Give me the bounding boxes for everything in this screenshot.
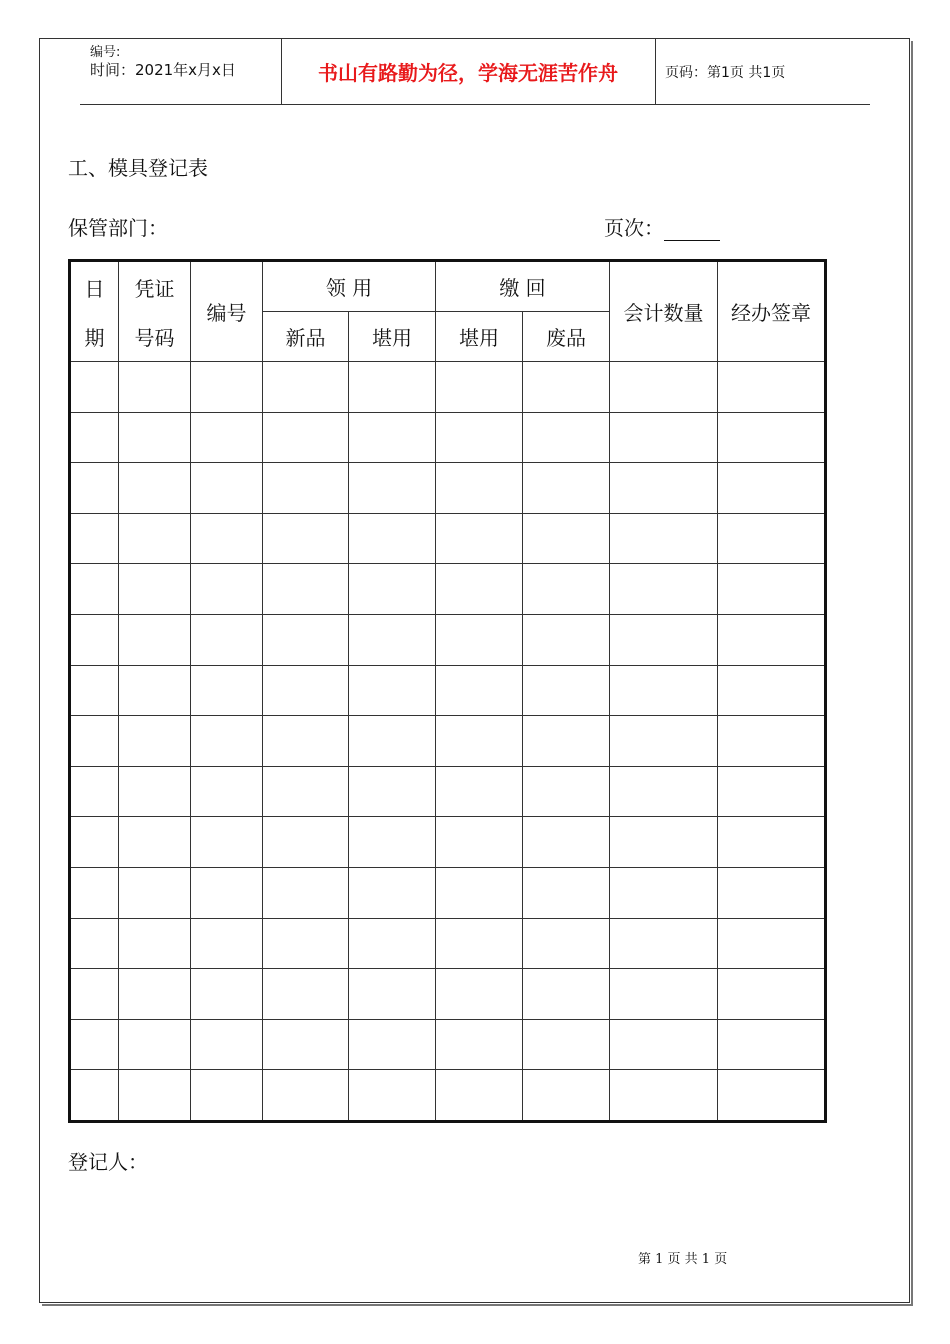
table-row (70, 513, 826, 564)
table-cell[interactable] (119, 918, 191, 969)
table-cell[interactable] (523, 969, 610, 1020)
table-cell[interactable] (436, 564, 523, 615)
table-cell[interactable] (610, 362, 718, 413)
table-cell[interactable] (349, 665, 436, 716)
table-cell[interactable] (523, 766, 610, 817)
table-cell[interactable] (191, 867, 263, 918)
header-page-info: 页码：第1页 共1页 (665, 64, 786, 81)
table-cell[interactable] (263, 362, 349, 413)
table-cell[interactable] (349, 513, 436, 564)
table-cell[interactable] (119, 766, 191, 817)
table-cell[interactable] (436, 716, 523, 767)
header-issue-usable: 堪用 (349, 312, 436, 362)
table-cell[interactable] (610, 716, 718, 767)
table-cell[interactable] (610, 969, 718, 1020)
table-cell[interactable] (523, 614, 610, 665)
header-date-1: 日 (84, 276, 105, 301)
table-cell[interactable] (70, 716, 119, 767)
table-cell[interactable] (70, 817, 119, 868)
header-return-usable: 堪用 (436, 312, 523, 362)
table-cell[interactable] (119, 362, 191, 413)
table-cell[interactable] (119, 463, 191, 514)
table-cell[interactable] (349, 867, 436, 918)
table-header (70, 261, 826, 362)
table-cell[interactable] (523, 867, 610, 918)
table-cell[interactable] (349, 716, 436, 767)
table-cell[interactable] (119, 412, 191, 463)
table-cell[interactable] (70, 918, 119, 969)
table-cell[interactable] (610, 918, 718, 969)
table-cell[interactable] (718, 463, 826, 514)
table-cell[interactable] (349, 614, 436, 665)
table-row (70, 463, 826, 514)
table-cell[interactable] (119, 665, 191, 716)
table-cell[interactable] (70, 513, 119, 564)
table-cell[interactable] (191, 513, 263, 564)
table-cell[interactable] (119, 969, 191, 1020)
table-cell[interactable] (349, 463, 436, 514)
table-cell[interactable] (610, 513, 718, 564)
table-row (70, 665, 826, 716)
table-cell[interactable] (349, 1019, 436, 1070)
register-table (68, 259, 827, 1123)
header-voucher (119, 261, 191, 362)
table-row (70, 412, 826, 463)
header-meta (80, 39, 282, 104)
table-cell[interactable] (523, 1019, 610, 1070)
table-row (70, 867, 826, 918)
table-cell[interactable] (436, 412, 523, 463)
registrar-label: 登记人： (68, 1150, 148, 1174)
page-label: 页次： (604, 216, 664, 240)
table-cell[interactable] (263, 918, 349, 969)
table-cell[interactable] (191, 614, 263, 665)
page-header (80, 38, 870, 105)
table-cell[interactable] (718, 867, 826, 918)
table-cell[interactable] (70, 969, 119, 1020)
table-cell[interactable] (349, 969, 436, 1020)
table-cell[interactable] (70, 867, 119, 918)
page-blank-input[interactable] (664, 220, 720, 241)
table-cell[interactable] (191, 918, 263, 969)
table-cell[interactable] (718, 766, 826, 817)
table-cell[interactable] (523, 513, 610, 564)
table-cell[interactable] (263, 614, 349, 665)
table-cell[interactable] (191, 1019, 263, 1070)
table-cell[interactable] (70, 1070, 119, 1122)
footer-page-number: 第 1 页 共 1 页 (638, 1252, 728, 1267)
table-cell[interactable] (436, 362, 523, 413)
header-date-2: 期 (84, 325, 105, 350)
table-cell[interactable] (70, 1019, 119, 1070)
table-cell[interactable] (436, 867, 523, 918)
table-cell[interactable] (191, 817, 263, 868)
table-cell[interactable] (523, 716, 610, 767)
table-cell[interactable] (523, 665, 610, 716)
table-cell[interactable] (119, 614, 191, 665)
table-cell[interactable] (119, 564, 191, 615)
table-cell[interactable] (119, 817, 191, 868)
header-date (70, 261, 119, 362)
header-accounting-qty: 会计数量 (610, 261, 718, 362)
table-cell[interactable] (191, 766, 263, 817)
page-field (604, 212, 720, 241)
table-cell[interactable] (263, 817, 349, 868)
table-cell[interactable] (263, 1019, 349, 1070)
table-cell[interactable] (349, 766, 436, 817)
motto-text: 书山有路勤为径，学海无涯苦作舟 (318, 61, 618, 85)
table-cell[interactable] (436, 1019, 523, 1070)
table-cell[interactable] (436, 918, 523, 969)
table-cell[interactable] (523, 918, 610, 969)
header-issue-new: 新品 (263, 312, 349, 362)
header-issue-group: 领 用 (263, 261, 436, 312)
table-cell[interactable] (191, 362, 263, 413)
header-page-cell (655, 39, 870, 104)
table-cell[interactable] (191, 564, 263, 615)
table-cell[interactable] (718, 1070, 826, 1122)
table-row (70, 1019, 826, 1070)
table-row (70, 716, 826, 767)
table-cell[interactable] (263, 513, 349, 564)
table-cell[interactable] (263, 969, 349, 1020)
header-motto-cell (281, 39, 656, 104)
table-cell[interactable] (436, 969, 523, 1020)
table-cell[interactable] (718, 564, 826, 615)
table-cell[interactable] (349, 918, 436, 969)
header-voucher-2: 号码 (134, 325, 175, 350)
table-cell[interactable] (523, 817, 610, 868)
table-row (70, 817, 826, 868)
table-cell[interactable] (263, 412, 349, 463)
table-cell[interactable] (718, 665, 826, 716)
table-cell[interactable] (263, 766, 349, 817)
table-cell[interactable] (610, 564, 718, 615)
table-cell[interactable] (718, 614, 826, 665)
table-cell[interactable] (263, 665, 349, 716)
table-cell[interactable] (718, 362, 826, 413)
table-cell[interactable] (191, 716, 263, 767)
table-row (70, 362, 826, 413)
table-cell[interactable] (436, 1070, 523, 1122)
table-cell[interactable] (523, 564, 610, 615)
table-row (70, 969, 826, 1020)
table-cell[interactable] (263, 463, 349, 514)
header-number: 编号 (191, 261, 263, 362)
table-cell[interactable] (436, 817, 523, 868)
table-cell[interactable] (718, 1019, 826, 1070)
table-cell[interactable] (610, 614, 718, 665)
table-cell[interactable] (610, 867, 718, 918)
header-voucher-1: 凭证 (134, 276, 175, 301)
table-cell[interactable] (718, 716, 826, 767)
table-cell[interactable] (436, 665, 523, 716)
table-cell[interactable] (523, 463, 610, 514)
table-cell[interactable] (263, 716, 349, 767)
table-cell[interactable] (263, 1070, 349, 1122)
dept-label: 保管部门： (68, 216, 168, 240)
table-cell[interactable] (70, 564, 119, 615)
table-cell[interactable] (718, 412, 826, 463)
table-cell[interactable] (610, 817, 718, 868)
table-cell[interactable] (119, 1019, 191, 1070)
date-line: 时间：2021年x月x日 (90, 61, 236, 79)
table-cell[interactable] (523, 412, 610, 463)
table-cell[interactable] (523, 362, 610, 413)
table-cell[interactable] (349, 817, 436, 868)
table-cell[interactable] (436, 766, 523, 817)
table-cell[interactable] (436, 513, 523, 564)
table-cell[interactable] (610, 412, 718, 463)
table-cell[interactable] (119, 513, 191, 564)
table-cell[interactable] (436, 614, 523, 665)
table-cell[interactable] (436, 463, 523, 514)
table-cell[interactable] (610, 766, 718, 817)
table-cell[interactable] (610, 665, 718, 716)
table-cell[interactable] (191, 412, 263, 463)
table-body (70, 362, 826, 1122)
table-cell[interactable] (263, 564, 349, 615)
table-cell[interactable] (70, 766, 119, 817)
table-row (70, 564, 826, 615)
table-cell[interactable] (523, 1070, 610, 1122)
table-cell[interactable] (718, 513, 826, 564)
table-cell[interactable] (718, 969, 826, 1020)
table-cell[interactable] (191, 463, 263, 514)
table-cell[interactable] (349, 362, 436, 413)
table-cell[interactable] (610, 1070, 718, 1122)
section-title: 工、模具登记表 (68, 156, 208, 180)
table-cell[interactable] (70, 463, 119, 514)
table-cell[interactable] (191, 1070, 263, 1122)
table-row (70, 1070, 826, 1122)
table-cell[interactable] (610, 1019, 718, 1070)
table-row (70, 766, 826, 817)
table-row (70, 614, 826, 665)
serial-label: 编号: (90, 45, 121, 60)
header-handler-seal: 经办签章 (718, 261, 826, 362)
table-cell[interactable] (349, 564, 436, 615)
table-cell[interactable] (119, 716, 191, 767)
table-cell[interactable] (191, 969, 263, 1020)
table-cell[interactable] (70, 412, 119, 463)
table-cell[interactable] (263, 867, 349, 918)
table-cell[interactable] (70, 665, 119, 716)
table-cell[interactable] (70, 614, 119, 665)
header-return-scrap: 废品 (523, 312, 610, 362)
table-cell[interactable] (610, 463, 718, 514)
table-cell[interactable] (349, 412, 436, 463)
table-row (70, 918, 826, 969)
table-cell[interactable] (70, 362, 119, 413)
table-cell[interactable] (191, 665, 263, 716)
table-cell[interactable] (718, 817, 826, 868)
table-cell[interactable] (119, 867, 191, 918)
table-cell[interactable] (349, 1070, 436, 1122)
header-return-group: 缴 回 (436, 261, 610, 312)
table-cell[interactable] (119, 1070, 191, 1122)
table-cell[interactable] (718, 918, 826, 969)
